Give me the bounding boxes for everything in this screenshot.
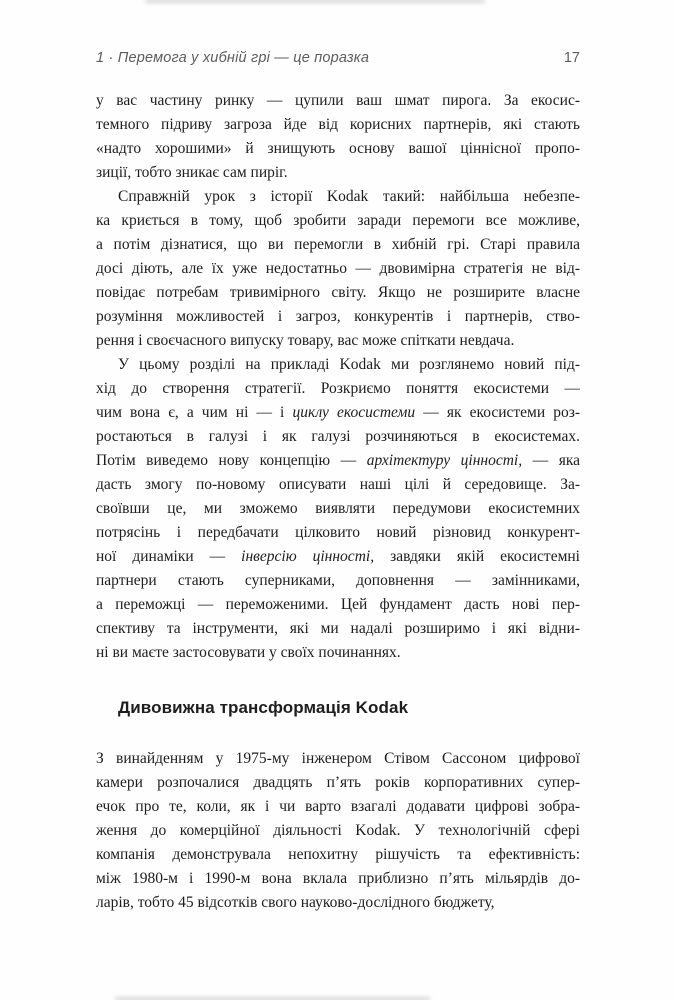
paragraph [96, 185, 580, 353]
running-title: 1 · Перемога у хибній грі — це поразка [96, 50, 370, 66]
text-line: темного підриву загроза йде від корисних партнерів, які стають [96, 116, 580, 133]
text-line: у вас частину ринку — цупили ваш шмат пирога. За екосис- [96, 92, 580, 109]
paragraph [96, 353, 580, 665]
text-line: повідає потребам тривимірного світу. Якщо не розширите власне [96, 284, 580, 301]
text-line: потрясінь і передбачати цілковито новий різновид конкурент- [96, 524, 580, 541]
text-line: ка криється в тому, щоб зробити заради перемоги все можливе, [96, 212, 580, 229]
paragraph [96, 89, 580, 185]
text-line: ної динаміки — інверсію цінності, завдяки якій екосистемні [96, 548, 580, 565]
page-body [96, 89, 580, 915]
text-line: між 1980-м і 1990-м вона вклала приблизно п’ять мільярдів до- [96, 870, 580, 887]
paragraph [96, 747, 580, 915]
text-line: партнери стають суперниками, доповнення — замінниками, [96, 572, 580, 589]
text-line: хід до створення стратегії. Розкриємо поняття екосистеми — [96, 380, 580, 397]
text-line: «надто хорошими» й знищують основу вашої ціннісної пропо- [96, 140, 580, 157]
text-line: дасть змогу по-новому описувати наші цілі й середовище. За- [96, 476, 580, 493]
text-line: ростаються в галузі і як галузі розчиняються в екосистемах. [96, 428, 580, 445]
page-number: 17 [563, 50, 580, 66]
text-line: ечок про те, коли, як і чи варто взагалі додавати цифрові зобра- [96, 798, 580, 815]
text-line: розуміння можливостей і загроз, конкурентів і партнерів, ство- [96, 308, 580, 325]
text-line: рення і своєчасного випуску товару, вас може спіткати невдача. [96, 332, 515, 349]
text-line: ні ви маєте застосовувати у своїх починаннях. [96, 644, 401, 661]
running-header [96, 50, 580, 66]
text-line: досі діють, але їх уже недостатньо — двовимірна стратегія не від- [96, 260, 580, 277]
text-line: а переможці — переможеними. Цей фундамент дасть нові пер- [96, 596, 580, 613]
text-line: ження до комерційної діяльності Kodak. У технологічній сфері [96, 822, 580, 839]
scan-edge-artifact-top [145, 0, 485, 3]
text-line: ларів, тобто 45 відсотків свого науково-дослідного бюджету, [96, 894, 495, 911]
text-line: своївши це, ми зможемо виявляти передумови екосистемних [96, 500, 580, 517]
text-line: У цьому розділі на прикладі Kodak ми розглянемо новий під- [118, 356, 580, 373]
text-line: зиції, тобто зникає сам пиріг. [96, 164, 288, 181]
text-line: камери розпочалися двадцять п’ять років корпоративних супер- [96, 774, 580, 791]
text-line: чим вона є, а чим ні — і циклу екосистеми — як екосистеми роз- [96, 404, 580, 421]
text-line: компанія демонструвала непохитну рішучість та ефективність: [96, 846, 580, 863]
text-line: спективу та інструменти, які ми надалі розширимо і які відни- [96, 620, 580, 637]
section-heading: Дивовижна трансформація Kodak [118, 698, 409, 717]
text-line: З винайденням у 1975-му інженером Стівом Сассоном цифрової [96, 750, 580, 767]
text-line: Потім виведемо нову концепцію — архітектуру цінності, — яка [96, 452, 580, 469]
text-line: Справжній урок з історії Kodak такий: найбільша небезпе- [118, 188, 580, 205]
text-line: а потім дізнатися, що ви перемогли в хибній грі. Старі правила [96, 236, 580, 253]
